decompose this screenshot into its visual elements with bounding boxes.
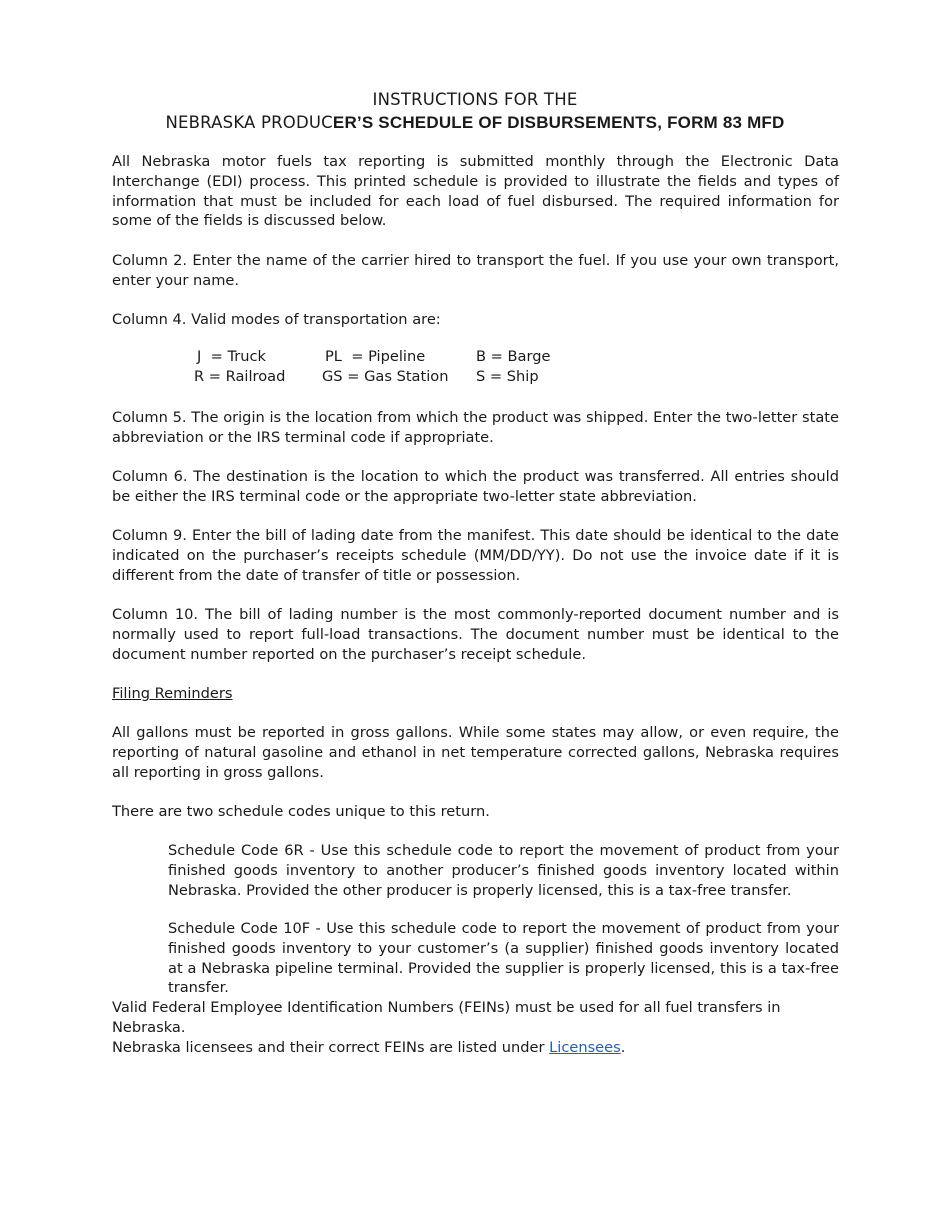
schedule-code-6r-paragraph: Schedule Code 6R - Use this schedule code to report the movement of product from your finished goods inventory to another producer’s finished goods inventory located within Nebraska. Provided the other producer is properly licensed, this is a tax-free transfer.: [168, 842, 839, 899]
title-line-2-plain: NEBRASKA PRODUC: [165, 113, 333, 132]
schedule-codes-intro: There are two schedule codes unique to this return.: [112, 803, 490, 820]
mode-truck: J = Truck: [197, 348, 266, 365]
transport-modes-table: [0, 348, 950, 390]
fein-line-2: [112, 1038, 839, 1058]
fein-line-1: Valid Federal Employee Identification Numbers (FEINs) must be used for all fuel transfers in Nebraska.: [112, 999, 781, 1036]
column-4-paragraph: Column 4. Valid modes of transportation are:: [112, 311, 441, 328]
licensees-link[interactable]: Licensees: [549, 1038, 621, 1056]
title-line-1: INSTRUCTIONS FOR THE: [372, 90, 578, 109]
mode-gas-station: GS = Gas Station: [322, 368, 449, 385]
column-6-paragraph: Column 6. The destination is the location to which the product was transferred. All entries should be either the IRS terminal code or the appropriate two-letter state abbreviation.: [112, 468, 839, 505]
column-9-paragraph: Column 9. Enter the bill of lading date from the manifest. This date should be identical to the date indicated on the purchaser’s receipts schedule (MM/DD/YY). Do not use the invoice date if it is different from the date of transfer of title or possession.: [112, 527, 839, 584]
fein-paragraph: [112, 998, 839, 1057]
fein-line-2-text: Nebraska licensees and their correct FEINs are listed under: [112, 1038, 550, 1056]
mode-barge: B = Barge: [476, 348, 551, 365]
mode-railroad: R = Railroad: [194, 368, 286, 385]
gross-gallons-paragraph: All gallons must be reported in gross gallons. While some states may allow, or even require, the reporting of natural gasoline and ethanol in net temperature corrected gallons, Nebraska requires all reporting in gross gallons.: [112, 724, 839, 781]
schedule-code-10f-paragraph: Schedule Code 10F - Use this schedule code to report the movement of product from your finished goods inventory to your customer’s (a supplier) finished goods inventory located at a Nebraska pipeline terminal. Provided the supplier is properly licensed, this is a tax-free transfer.: [168, 920, 839, 997]
title-line-2: [0, 113, 950, 133]
column-2-paragraph: Column 2. Enter the name of the carrier hired to transport the fuel. If you use your own transport, enter your name.: [112, 252, 839, 289]
fein-line-2-period: .: [620, 1038, 626, 1056]
column-10-paragraph: Column 10. The bill of lading number is the most commonly-reported document number and is normally used to report full-load transactions. The document number must be identical to the document number reported on the purchaser’s receipt schedule.: [112, 606, 839, 663]
column-5-paragraph: Column 5. The origin is the location from which the product was shipped. Enter the two-letter state abbreviation or the IRS terminal code if appropriate.: [112, 409, 839, 446]
title-line-2-bold: ER’S SCHEDULE OF DISBURSEMENTS, FORM 83 MFD: [332, 113, 785, 132]
filing-reminders-heading: Filing Reminders: [112, 685, 233, 702]
mode-pipeline: PL = Pipeline: [325, 348, 426, 365]
mode-ship: S = Ship: [476, 368, 539, 385]
intro-paragraph: All Nebraska motor fuels tax reporting is submitted monthly through the Electronic Data Interchange (EDI) process. This printed schedule is provided to illustrate the fields and types of information that must be included for each load of fuel disbursed. The required information for some of the fields is discussed below.: [112, 153, 839, 230]
